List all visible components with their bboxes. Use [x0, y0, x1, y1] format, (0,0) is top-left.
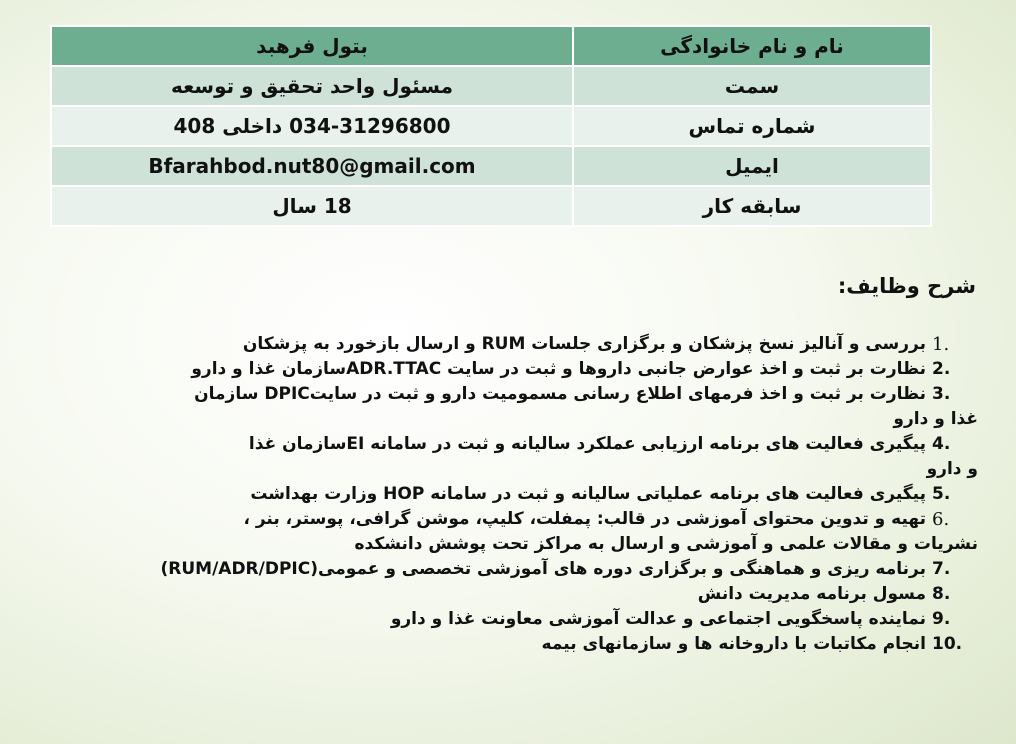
table-row: [51, 106, 931, 146]
duties-list: [0, 332, 978, 657]
item-number: 1.: [932, 334, 950, 355]
row-value: 034-31296800 داخلی 408: [51, 106, 573, 146]
list-item: [0, 357, 978, 382]
item-text-continued: نشریات و مقالات علمی و آموزشی و ارسال به مراکز تحت پوشش دانشکده: [354, 534, 978, 554]
list-item: [0, 582, 978, 607]
row-value: بتول فرهبد: [51, 26, 573, 66]
row-label: شماره تماس: [573, 106, 931, 146]
profile-table: [50, 25, 932, 227]
item-text: مسول برنامه مدیریت دانش: [697, 584, 926, 604]
item-text: تهیه و تدوین محتوای آموزشی در قالب: پمفلت، کلیپ، موشن گرافی، پوستر، بنر ،: [243, 509, 926, 529]
item-number: 6.: [932, 509, 950, 530]
item-number: 9.: [932, 609, 951, 629]
list-item: [0, 432, 978, 482]
table-row: [51, 146, 931, 186]
item-text: بررسی و آنالیز نسخ پزشکان و برگزاری جلسات RUM و ارسال بازخورد به پزشکان: [242, 334, 926, 354]
item-number: 5.: [932, 484, 951, 504]
list-item: [0, 382, 978, 432]
list-item: [0, 632, 978, 657]
item-text: نماینده پاسخگویی اجتماعی و عدالت آموزشی معاونت غذا و دارو: [390, 609, 926, 629]
item-text-continued: و دارو: [926, 459, 978, 479]
email-value[interactable]: Bfarahbod.nut80@gmail.com: [51, 146, 573, 186]
table-row: [51, 66, 931, 106]
list-item: [0, 557, 978, 582]
item-number: 3.: [932, 384, 951, 404]
row-label: نام و نام خانوادگی: [573, 26, 931, 66]
item-text: نظارت بر ثبت و اخذ عوارض جانبی داروها و ثبت در سایت ADR.TTACسازمان غذا و دارو: [191, 359, 926, 379]
item-number: 8.: [932, 584, 951, 604]
list-item: [0, 482, 978, 507]
list-item: [0, 332, 978, 357]
row-label: سابقه کار: [573, 186, 931, 226]
row-label: سمت: [573, 66, 931, 106]
item-text: پیگیری فعالیت های برنامه ارزیابی عملکرد سالیانه و ثبت در سامانه EIسازمان غذا: [248, 434, 926, 454]
row-value: 18 سال: [51, 186, 573, 226]
item-text: نظارت بر ثبت و اخذ فرمهای اطلاع رسانی مسمومیت دارو و ثبت در سایتDPIC سازمان: [194, 384, 926, 404]
item-text: پیگیری فعالیت های برنامه عملیاتی سالیانه و ثبت در سامانه HOP وزارت بهداشت: [250, 484, 926, 504]
item-number: 2.: [932, 359, 951, 379]
item-text: انجام مکاتبات با داروخانه ها و سازمانهای بیمه: [541, 634, 926, 654]
table-row: [51, 186, 931, 226]
duties-heading: شرح وظایف:: [837, 274, 976, 298]
item-number: 7.: [932, 559, 951, 579]
item-text: برنامه ریزی و هماهنگی و برگزاری دوره های آموزشی تخصصی و عمومی(RUM/ADR/DPIC): [160, 559, 926, 579]
item-number: 4.: [932, 434, 951, 454]
row-value: مسئول واحد تحقیق و توسعه: [51, 66, 573, 106]
list-item: [0, 607, 978, 632]
row-label: ایمیل: [573, 146, 931, 186]
table-row: [51, 26, 931, 66]
item-number: 10.: [932, 634, 963, 654]
list-item: [0, 507, 978, 557]
item-text-continued: غذا و دارو: [893, 409, 978, 429]
